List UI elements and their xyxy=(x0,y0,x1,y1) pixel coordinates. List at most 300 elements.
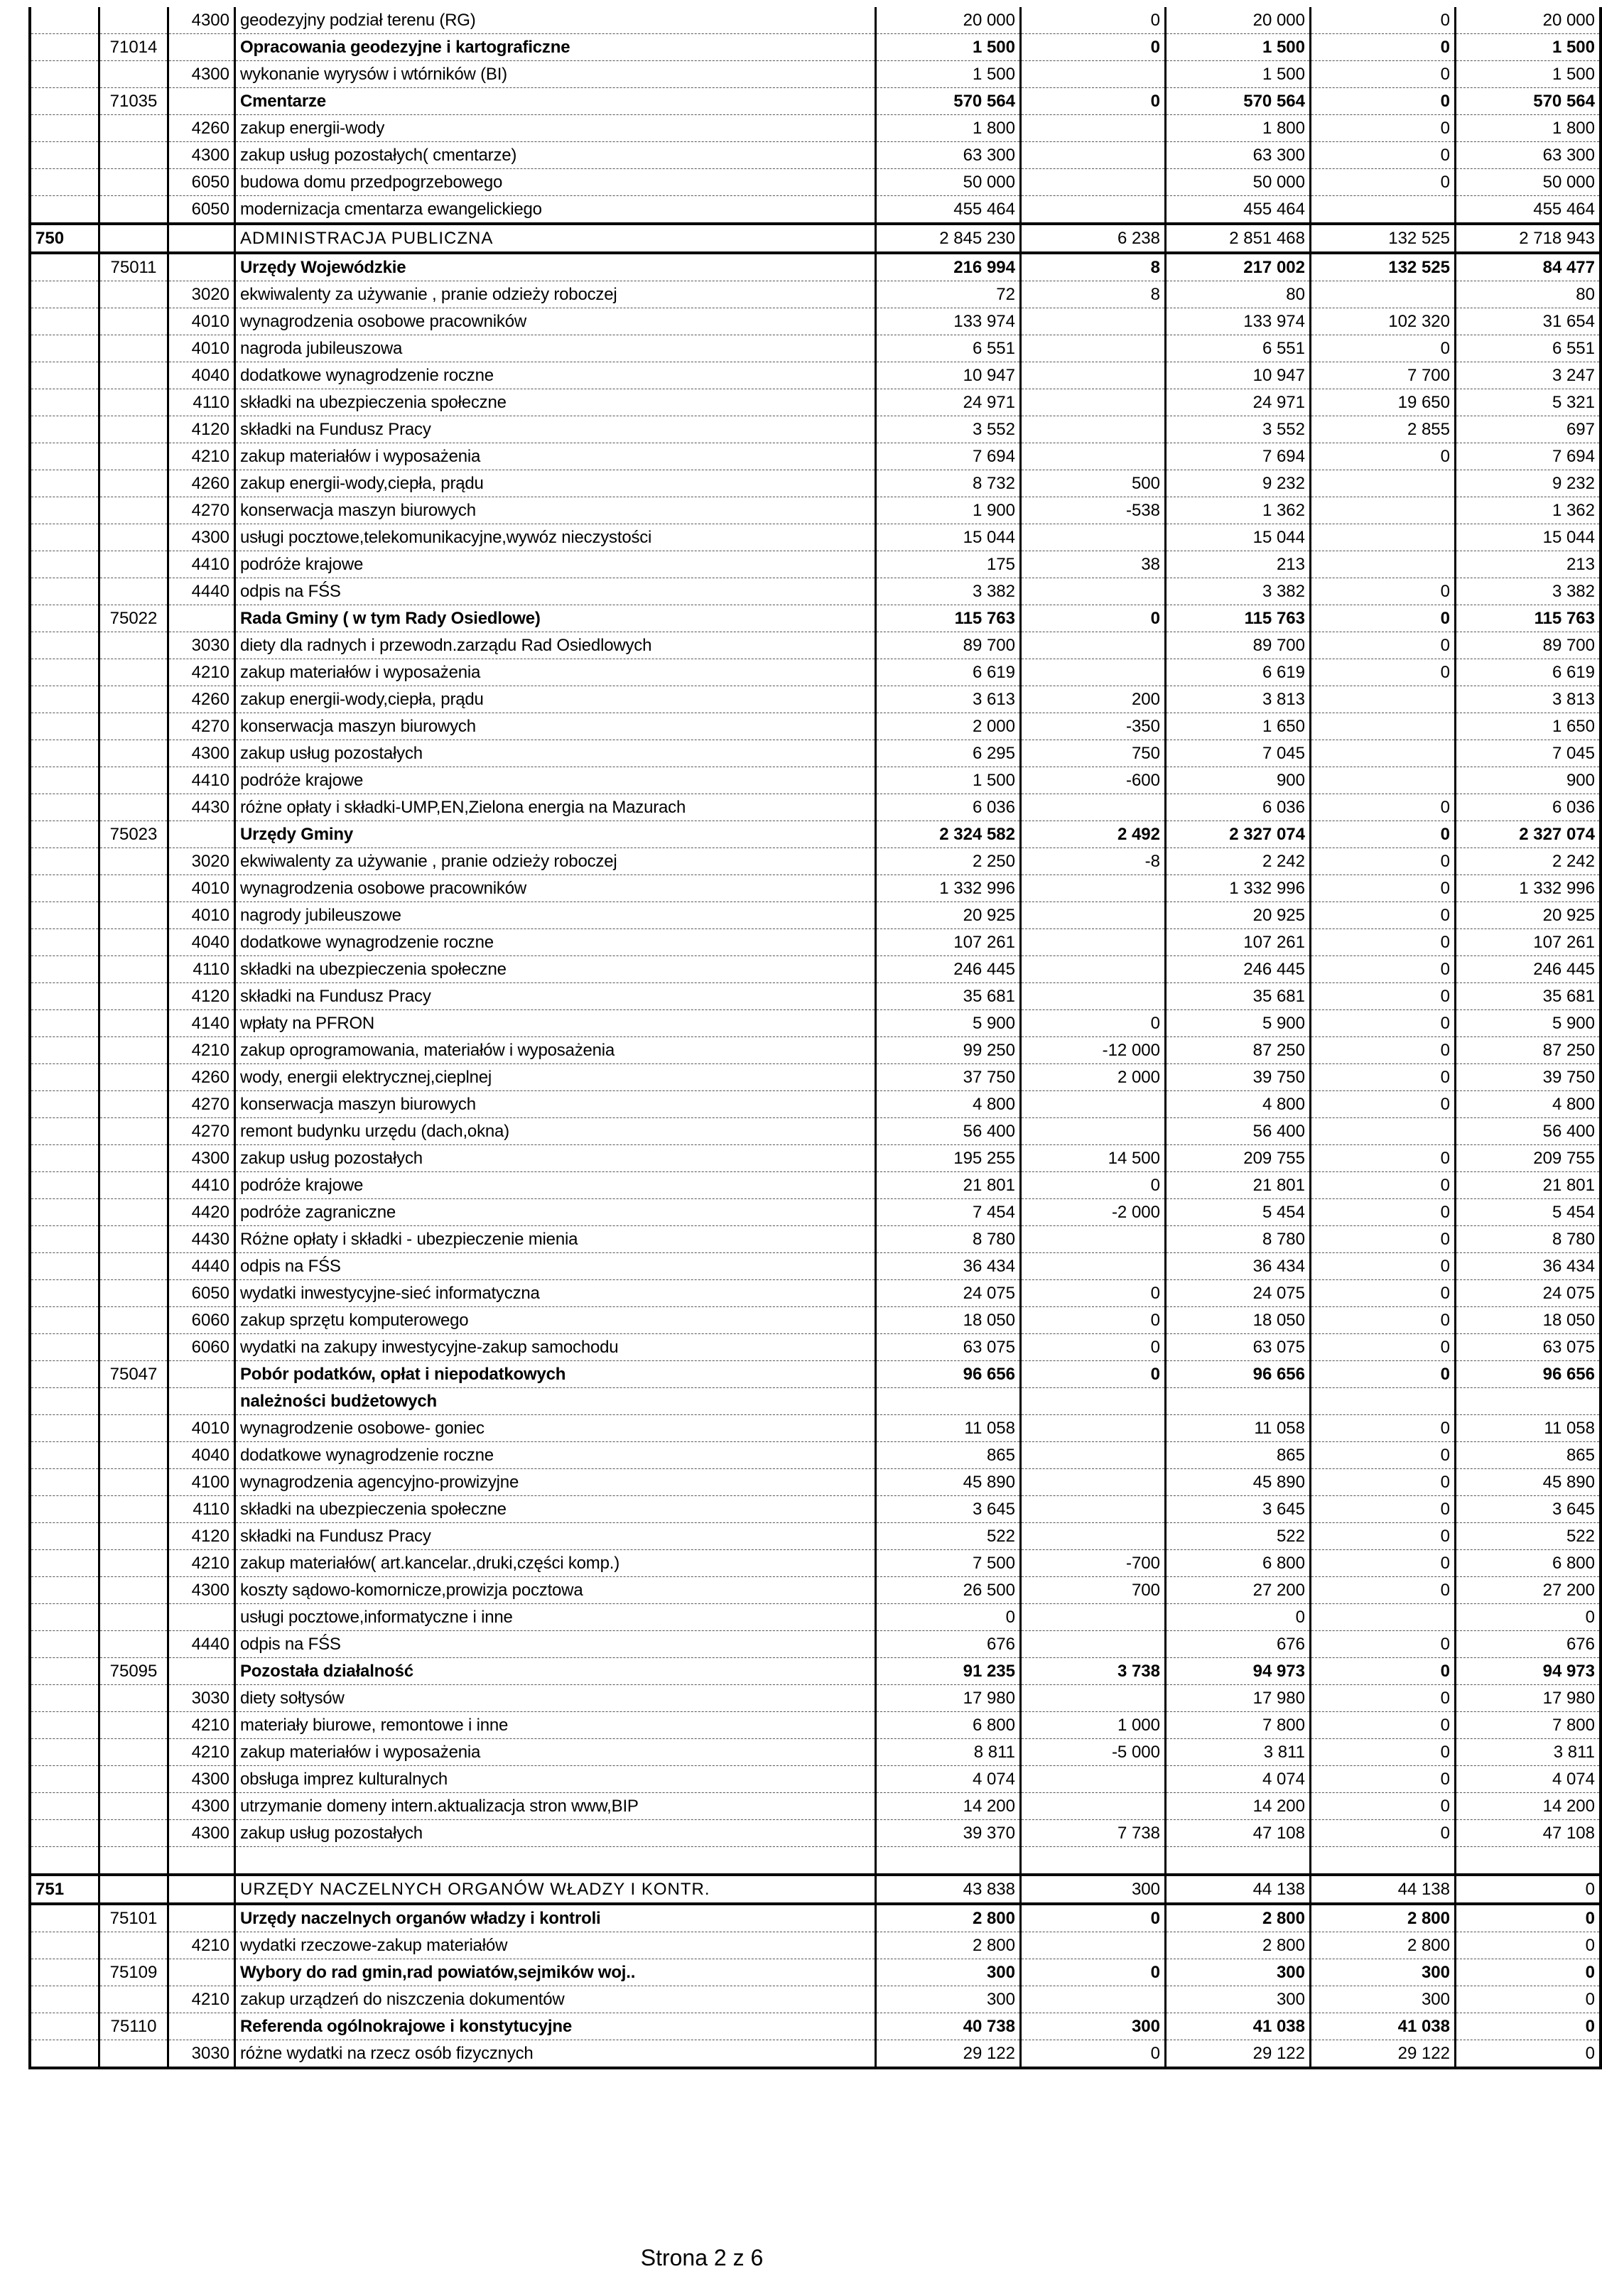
cell-inne: 50 000 xyxy=(1456,169,1601,196)
cell-plan: 10 947 xyxy=(876,362,1021,389)
cell-po-zmianach xyxy=(1166,1388,1311,1415)
cell-po-zmianach: 300 xyxy=(1166,1959,1311,1986)
cell-rozdzial xyxy=(99,1253,168,1280)
cell-rozdzial xyxy=(99,1469,168,1496)
cell-biezace: 0 xyxy=(1311,335,1456,362)
cell-inne: 4 800 xyxy=(1456,1091,1601,1118)
cell-paragraf: 4410 xyxy=(168,767,235,794)
cell-dzial xyxy=(30,524,99,551)
cell-nazwa: składki na Fundusz Pracy xyxy=(235,1523,876,1550)
cell-po-zmianach: 41 038 xyxy=(1166,2013,1311,2040)
cell-paragraf: 4420 xyxy=(168,1199,235,1226)
cell-inne: 80 xyxy=(1456,281,1601,308)
table-row xyxy=(30,470,1601,497)
cell-zmiany: 2 492 xyxy=(1021,821,1166,848)
cell-dzial xyxy=(30,2040,99,2069)
cell-biezace: 0 xyxy=(1311,1712,1456,1739)
cell-dzial xyxy=(30,605,99,632)
cell-zmiany xyxy=(1021,632,1166,659)
cell-po-zmianach: 8 780 xyxy=(1166,1226,1311,1253)
cell-inne: 246 445 xyxy=(1456,956,1601,983)
cell-rozdzial xyxy=(99,524,168,551)
cell-inne: 3 382 xyxy=(1456,578,1601,605)
cell-nazwa: wody, energii elektrycznej,cieplnej xyxy=(235,1064,876,1091)
cell-inne: 11 058 xyxy=(1456,1415,1601,1442)
table-row xyxy=(30,1307,1601,1334)
cell-rozdzial xyxy=(99,497,168,524)
cell-inne: 5 454 xyxy=(1456,1199,1601,1226)
cell-paragraf: 4300 xyxy=(168,1793,235,1820)
cell-plan: 43 838 xyxy=(876,1875,1021,1904)
cell-biezace: 0 xyxy=(1311,1064,1456,1091)
cell-nazwa: Referenda ogólnokrajowe i konstytucyjne xyxy=(235,2013,876,2040)
cell-nazwa: zakup sprzętu komputerowego xyxy=(235,1307,876,1334)
cell-plan: 8 780 xyxy=(876,1226,1021,1253)
cell-zmiany: -12 000 xyxy=(1021,1037,1166,1064)
cell-biezace: 2 855 xyxy=(1311,416,1456,443)
cell-rozdzial xyxy=(99,335,168,362)
cell-paragraf: 4120 xyxy=(168,416,235,443)
cell-rozdzial xyxy=(99,142,168,169)
page-number-label: Strona 2 z 6 xyxy=(640,2245,764,2270)
cell-dzial xyxy=(30,253,99,281)
cell-rozdzial xyxy=(99,713,168,740)
cell-zmiany: 0 xyxy=(1021,1959,1166,1986)
cell-rozdzial xyxy=(99,1496,168,1523)
cell-po-zmianach: 47 108 xyxy=(1166,1820,1311,1847)
cell-zmiany xyxy=(1021,115,1166,142)
cell-rozdzial xyxy=(99,1604,168,1631)
cell-inne: 865 xyxy=(1456,1442,1601,1469)
cell-po-zmianach: 3 382 xyxy=(1166,578,1311,605)
cell-nazwa: zakup energii-wody,ciepła, prądu xyxy=(235,686,876,713)
cell-zmiany xyxy=(1021,1226,1166,1253)
cell-inne: 84 477 xyxy=(1456,253,1601,281)
cell-inne: 7 694 xyxy=(1456,443,1601,470)
cell-nazwa: zakup materiałów( art.kancelar.,druki,części komp.) xyxy=(235,1550,876,1577)
cell-plan: 7 500 xyxy=(876,1550,1021,1577)
cell-zmiany: 0 xyxy=(1021,605,1166,632)
cell-biezace: 0 xyxy=(1311,142,1456,169)
cell-inne: 1 650 xyxy=(1456,713,1601,740)
cell-po-zmianach: 522 xyxy=(1166,1523,1311,1550)
cell-rozdzial xyxy=(99,362,168,389)
cell-zmiany xyxy=(1021,1253,1166,1280)
table-row xyxy=(30,1172,1601,1199)
cell-nazwa: Rada Gminy ( w tym Rady Osiedlowe) xyxy=(235,605,876,632)
cell-paragraf: 4120 xyxy=(168,983,235,1010)
cell-biezace: 0 xyxy=(1311,88,1456,115)
cell-po-zmianach: 1 500 xyxy=(1166,34,1311,61)
cell-plan: 115 763 xyxy=(876,605,1021,632)
cell-po-zmianach xyxy=(1166,1847,1311,1875)
table-row xyxy=(30,1145,1601,1172)
cell-paragraf: 4270 xyxy=(168,497,235,524)
cell-po-zmianach: 246 445 xyxy=(1166,956,1311,983)
cell-paragraf: 4260 xyxy=(168,686,235,713)
cell-paragraf xyxy=(168,1904,235,1932)
cell-rozdzial xyxy=(99,1091,168,1118)
cell-paragraf: 4210 xyxy=(168,659,235,686)
cell-paragraf: 3030 xyxy=(168,1685,235,1712)
cell-paragraf: 4260 xyxy=(168,1064,235,1091)
cell-po-zmianach: 6 619 xyxy=(1166,659,1311,686)
cell-dzial xyxy=(30,821,99,848)
cell-biezace: 0 xyxy=(1311,61,1456,88)
cell-plan: 6 295 xyxy=(876,740,1021,767)
cell-dzial xyxy=(30,1523,99,1550)
cell-nazwa: nagrody jubileuszowe xyxy=(235,902,876,929)
cell-dzial xyxy=(30,196,99,224)
cell-dzial xyxy=(30,416,99,443)
cell-rozdzial xyxy=(99,224,168,253)
cell-rozdzial xyxy=(99,794,168,821)
cell-zmiany: 0 xyxy=(1021,34,1166,61)
cell-inne: 15 044 xyxy=(1456,524,1601,551)
cell-biezace: 0 xyxy=(1311,578,1456,605)
cell-inne: 5 900 xyxy=(1456,1010,1601,1037)
cell-inne: 89 700 xyxy=(1456,632,1601,659)
cell-nazwa: wynagrodzenia osobowe pracowników xyxy=(235,875,876,902)
cell-rozdzial xyxy=(99,1577,168,1604)
cell-paragraf: 3030 xyxy=(168,2040,235,2069)
cell-paragraf: 4440 xyxy=(168,1253,235,1280)
cell-rozdzial xyxy=(99,1280,168,1307)
cell-paragraf: 4270 xyxy=(168,713,235,740)
cell-biezace: 19 650 xyxy=(1311,389,1456,416)
cell-plan: 14 200 xyxy=(876,1793,1021,1820)
table-row xyxy=(30,1604,1601,1631)
cell-plan: 1 500 xyxy=(876,34,1021,61)
cell-inne: 5 321 xyxy=(1456,389,1601,416)
cell-plan: 8 811 xyxy=(876,1739,1021,1766)
table-row xyxy=(30,1631,1601,1658)
cell-plan: 15 044 xyxy=(876,524,1021,551)
cell-zmiany xyxy=(1021,1631,1166,1658)
table-row xyxy=(30,7,1601,34)
cell-zmiany xyxy=(1021,1604,1166,1631)
table-row xyxy=(30,1469,1601,1496)
cell-nazwa: zakup urządzeń do niszczenia dokumentów xyxy=(235,1986,876,2013)
cell-biezace xyxy=(1311,497,1456,524)
cell-dzial xyxy=(30,362,99,389)
cell-rozdzial xyxy=(99,929,168,956)
cell-biezace: 0 xyxy=(1311,1496,1456,1523)
table-row xyxy=(30,902,1601,929)
cell-plan: 72 xyxy=(876,281,1021,308)
cell-nazwa: zakup energii-wody,ciepła, prądu xyxy=(235,470,876,497)
cell-plan: 3 613 xyxy=(876,686,1021,713)
cell-dzial xyxy=(30,1766,99,1793)
table-row xyxy=(30,335,1601,362)
cell-plan: 37 750 xyxy=(876,1064,1021,1091)
cell-zmiany xyxy=(1021,142,1166,169)
cell-plan: 35 681 xyxy=(876,983,1021,1010)
table-row xyxy=(30,1091,1601,1118)
cell-po-zmianach: 2 800 xyxy=(1166,1904,1311,1932)
cell-po-zmianach: 1 800 xyxy=(1166,115,1311,142)
cell-paragraf: 4040 xyxy=(168,929,235,956)
cell-inne: 209 755 xyxy=(1456,1145,1601,1172)
cell-plan: 133 974 xyxy=(876,308,1021,335)
cell-biezace: 0 xyxy=(1311,1577,1456,1604)
page-footer xyxy=(0,2245,1404,2271)
cell-zmiany: 300 xyxy=(1021,1875,1166,1904)
cell-plan: 522 xyxy=(876,1523,1021,1550)
cell-inne: 3 247 xyxy=(1456,362,1601,389)
cell-zmiany xyxy=(1021,335,1166,362)
cell-inne: 3 813 xyxy=(1456,686,1601,713)
cell-po-zmianach: 17 980 xyxy=(1166,1685,1311,1712)
cell-inne: 1 332 996 xyxy=(1456,875,1601,902)
cell-biezace: 0 xyxy=(1311,1334,1456,1361)
cell-rozdzial xyxy=(99,740,168,767)
cell-biezace: 0 xyxy=(1311,169,1456,196)
cell-paragraf: 4300 xyxy=(168,524,235,551)
cell-zmiany xyxy=(1021,524,1166,551)
cell-nazwa: Pobór podatków, opłat i niepodatkowych xyxy=(235,1361,876,1388)
cell-inne: 27 200 xyxy=(1456,1577,1601,1604)
cell-po-zmianach: 4 800 xyxy=(1166,1091,1311,1118)
cell-dzial xyxy=(30,1820,99,1847)
cell-rozdzial xyxy=(99,1226,168,1253)
cell-zmiany: 3 738 xyxy=(1021,1658,1166,1685)
cell-inne xyxy=(1456,1388,1601,1415)
cell-paragraf: 4440 xyxy=(168,1631,235,1658)
cell-po-zmianach: 3 645 xyxy=(1166,1496,1311,1523)
cell-rozdzial xyxy=(99,1172,168,1199)
cell-plan: 4 074 xyxy=(876,1766,1021,1793)
cell-po-zmianach: 3 552 xyxy=(1166,416,1311,443)
cell-paragraf: 4110 xyxy=(168,389,235,416)
cell-inne: 87 250 xyxy=(1456,1037,1601,1064)
cell-paragraf: 4010 xyxy=(168,308,235,335)
cell-rozdzial: 71035 xyxy=(99,88,168,115)
cell-biezace xyxy=(1311,1847,1456,1875)
cell-nazwa: podróże krajowe xyxy=(235,1172,876,1199)
cell-rozdzial xyxy=(99,551,168,578)
cell-inne: 4 074 xyxy=(1456,1766,1601,1793)
cell-nazwa: zakup usług pozostałych xyxy=(235,740,876,767)
cell-inne: 21 801 xyxy=(1456,1172,1601,1199)
cell-biezace: 0 xyxy=(1311,1010,1456,1037)
cell-po-zmianach: 94 973 xyxy=(1166,1658,1311,1685)
table-row xyxy=(30,1847,1601,1875)
cell-inne: 0 xyxy=(1456,1904,1601,1932)
table-row xyxy=(30,929,1601,956)
cell-inne: 39 750 xyxy=(1456,1064,1601,1091)
cell-paragraf: 4300 xyxy=(168,1145,235,1172)
cell-rozdzial xyxy=(99,1875,168,1904)
cell-nazwa: odpis na FŚS xyxy=(235,578,876,605)
cell-po-zmianach: 570 564 xyxy=(1166,88,1311,115)
cell-inne: 7 800 xyxy=(1456,1712,1601,1739)
cell-rozdzial xyxy=(99,1010,168,1037)
cell-biezace xyxy=(1311,686,1456,713)
cell-po-zmianach: 2 242 xyxy=(1166,848,1311,875)
cell-biezace xyxy=(1311,551,1456,578)
cell-plan: 107 261 xyxy=(876,929,1021,956)
cell-inne: 0 xyxy=(1456,2040,1601,2069)
cell-plan: 91 235 xyxy=(876,1658,1021,1685)
cell-zmiany: 0 xyxy=(1021,1361,1166,1388)
cell-rozdzial xyxy=(99,416,168,443)
cell-rozdzial xyxy=(99,1334,168,1361)
cell-nazwa: Opracowania geodezyjne i kartograficzne xyxy=(235,34,876,61)
cell-plan: 2 845 230 xyxy=(876,224,1021,253)
cell-rozdzial xyxy=(99,686,168,713)
table-row xyxy=(30,767,1601,794)
cell-po-zmianach: 2 327 074 xyxy=(1166,821,1311,848)
table-row xyxy=(30,1766,1601,1793)
cell-rozdzial xyxy=(99,956,168,983)
cell-zmiany: 7 738 xyxy=(1021,1820,1166,1847)
table-row xyxy=(30,169,1601,196)
table-row xyxy=(30,61,1601,88)
cell-zmiany: 0 xyxy=(1021,88,1166,115)
cell-dzial xyxy=(30,389,99,416)
cell-plan: 1 332 996 xyxy=(876,875,1021,902)
cell-plan: 18 050 xyxy=(876,1307,1021,1334)
cell-biezace: 0 xyxy=(1311,1037,1456,1064)
cell-nazwa: konserwacja maszyn biurowych xyxy=(235,497,876,524)
cell-rozdzial xyxy=(99,659,168,686)
cell-nazwa: ADMINISTRACJA PUBLICZNA xyxy=(235,224,876,253)
cell-dzial xyxy=(30,281,99,308)
cell-po-zmianach: 21 801 xyxy=(1166,1172,1311,1199)
cell-biezace: 7 700 xyxy=(1311,362,1456,389)
cell-plan: 5 900 xyxy=(876,1010,1021,1037)
cell-zmiany xyxy=(1021,1766,1166,1793)
cell-po-zmianach: 7 045 xyxy=(1166,740,1311,767)
cell-dzial xyxy=(30,659,99,686)
cell-nazwa: wynagrodzenia agencyjno-prowizyjne xyxy=(235,1469,876,1496)
cell-biezace: 0 xyxy=(1311,848,1456,875)
cell-inne: 6 036 xyxy=(1456,794,1601,821)
cell-rozdzial: 71014 xyxy=(99,34,168,61)
cell-zmiany xyxy=(1021,1932,1166,1959)
cell-biezace: 0 xyxy=(1311,1739,1456,1766)
table-row xyxy=(30,605,1601,632)
cell-dzial xyxy=(30,740,99,767)
cell-plan: 63 075 xyxy=(876,1334,1021,1361)
table-row xyxy=(30,497,1601,524)
cell-po-zmianach: 5 454 xyxy=(1166,1199,1311,1226)
cell-paragraf: 4300 xyxy=(168,7,235,34)
cell-rozdzial xyxy=(99,578,168,605)
cell-paragraf: 4110 xyxy=(168,956,235,983)
cell-plan: 39 370 xyxy=(876,1820,1021,1847)
cell-inne: 7 045 xyxy=(1456,740,1601,767)
cell-biezace: 0 xyxy=(1311,1820,1456,1847)
cell-paragraf xyxy=(168,34,235,61)
cell-dzial xyxy=(30,578,99,605)
cell-po-zmianach: 20 925 xyxy=(1166,902,1311,929)
cell-inne: 63 075 xyxy=(1456,1334,1601,1361)
cell-zmiany: -600 xyxy=(1021,767,1166,794)
cell-dzial xyxy=(30,115,99,142)
table-row xyxy=(30,1064,1601,1091)
cell-rozdzial xyxy=(99,2040,168,2069)
cell-dzial xyxy=(30,1959,99,1986)
cell-dzial xyxy=(30,1226,99,1253)
cell-plan: 11 058 xyxy=(876,1415,1021,1442)
cell-zmiany xyxy=(1021,196,1166,224)
cell-zmiany: -2 000 xyxy=(1021,1199,1166,1226)
cell-inne: 0 xyxy=(1456,1932,1601,1959)
cell-nazwa: materiały biurowe, remontowe i inne xyxy=(235,1712,876,1739)
cell-nazwa: dodatkowe wynagrodzenie roczne xyxy=(235,362,876,389)
cell-dzial xyxy=(30,1932,99,1959)
cell-biezace: 0 xyxy=(1311,34,1456,61)
cell-zmiany: 1 000 xyxy=(1021,1712,1166,1739)
cell-plan: 1 800 xyxy=(876,115,1021,142)
cell-zmiany: 700 xyxy=(1021,1577,1166,1604)
cell-biezace xyxy=(1311,196,1456,224)
cell-po-zmianach: 35 681 xyxy=(1166,983,1311,1010)
table-row xyxy=(30,632,1601,659)
cell-po-zmianach: 455 464 xyxy=(1166,196,1311,224)
cell-nazwa: składki na Fundusz Pracy xyxy=(235,416,876,443)
cell-paragraf xyxy=(168,88,235,115)
cell-nazwa: Urzędy Gminy xyxy=(235,821,876,848)
cell-inne: 24 075 xyxy=(1456,1280,1601,1307)
cell-nazwa: składki na Fundusz Pracy xyxy=(235,983,876,1010)
cell-zmiany xyxy=(1021,1091,1166,1118)
cell-nazwa: wydatki na zakupy inwestycyjne-zakup samochodu xyxy=(235,1334,876,1361)
cell-nazwa: modernizacja cmentarza ewangelickiego xyxy=(235,196,876,224)
cell-rozdzial xyxy=(99,308,168,335)
cell-inne: 56 400 xyxy=(1456,1118,1601,1145)
cell-zmiany: 0 xyxy=(1021,1334,1166,1361)
cell-dzial xyxy=(30,61,99,88)
cell-inne: 20 925 xyxy=(1456,902,1601,929)
cell-biezace: 300 xyxy=(1311,1959,1456,1986)
cell-plan: 6 551 xyxy=(876,335,1021,362)
cell-rozdzial xyxy=(99,1932,168,1959)
cell-plan: 4 800 xyxy=(876,1091,1021,1118)
cell-rozdzial xyxy=(99,1118,168,1145)
cell-rozdzial xyxy=(99,1631,168,1658)
cell-biezace: 0 xyxy=(1311,1199,1456,1226)
cell-nazwa: Pozostała działalność xyxy=(235,1658,876,1685)
table-row xyxy=(30,281,1601,308)
cell-nazwa: zakup usług pozostałych( cmentarze) xyxy=(235,142,876,169)
cell-biezace: 102 320 xyxy=(1311,308,1456,335)
cell-rozdzial xyxy=(99,169,168,196)
cell-inne: 96 656 xyxy=(1456,1361,1601,1388)
cell-po-zmianach: 39 750 xyxy=(1166,1064,1311,1091)
cell-nazwa: ekwiwalenty za używanie , pranie odzieży roboczej xyxy=(235,281,876,308)
cell-dzial xyxy=(30,169,99,196)
cell-dzial xyxy=(30,902,99,929)
table-row xyxy=(30,1334,1601,1361)
cell-inne: 1 800 xyxy=(1456,115,1601,142)
cell-inne: 18 050 xyxy=(1456,1307,1601,1334)
cell-po-zmianach: 96 656 xyxy=(1166,1361,1311,1388)
table-row xyxy=(30,1658,1601,1685)
cell-biezace: 0 xyxy=(1311,875,1456,902)
cell-plan: 99 250 xyxy=(876,1037,1021,1064)
cell-dzial xyxy=(30,1010,99,1037)
cell-po-zmianach: 5 900 xyxy=(1166,1010,1311,1037)
cell-rozdzial xyxy=(99,1685,168,1712)
cell-zmiany xyxy=(1021,308,1166,335)
cell-paragraf: 4260 xyxy=(168,470,235,497)
cell-rozdzial xyxy=(99,196,168,224)
table-row xyxy=(30,1577,1601,1604)
cell-biezace: 0 xyxy=(1311,1172,1456,1199)
